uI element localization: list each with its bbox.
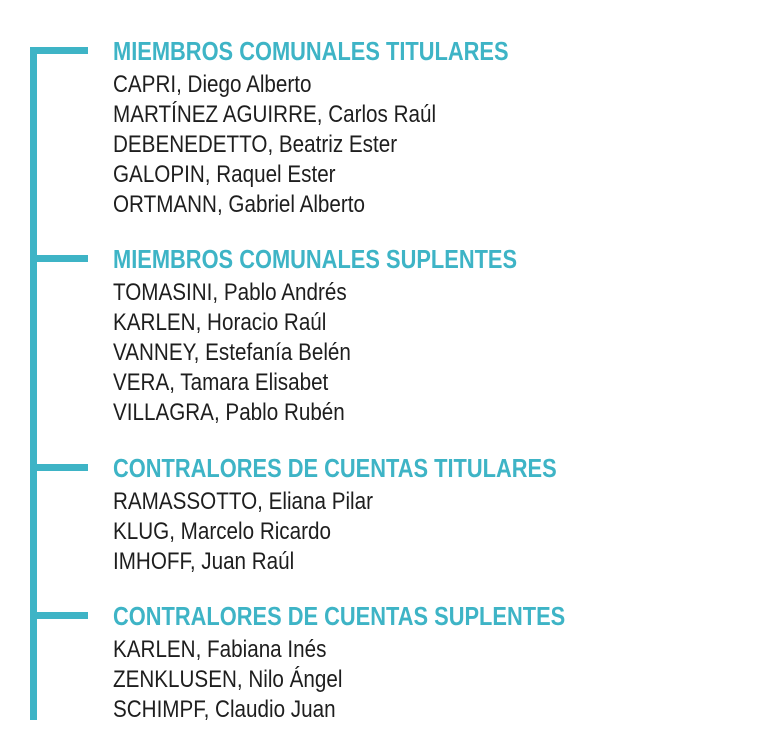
name-list <box>113 278 733 428</box>
member-name: CAPRI, Diego Alberto <box>113 71 312 98</box>
section-contralores-suplentes <box>113 601 733 725</box>
member-name: KARLEN, Horacio Raúl <box>113 309 327 336</box>
member-name: RAMASSOTTO, Eliana Pilar <box>113 488 373 515</box>
name-list <box>113 487 733 577</box>
member-name: ZENKLUSEN, Nilo Ángel <box>113 666 343 693</box>
member-name: VANNEY, Estefanía Belén <box>113 339 351 366</box>
member-name: ORTMANN, Gabriel Alberto <box>113 191 365 218</box>
section-contralores-titulares <box>113 453 733 577</box>
member-name: GALOPIN, Raquel Ester <box>113 161 336 188</box>
member-name: IMHOFF, Juan Raúl <box>113 548 295 575</box>
member-name: MARTÍNEZ AGUIRRE, Carlos Raúl <box>113 101 437 128</box>
section-heading: MIEMBROS COMUNALES TITULARES <box>113 36 509 66</box>
member-name: DEBENEDETTO, Beatriz Ester <box>113 131 398 158</box>
section-heading: CONTRALORES DE CUENTAS TITULARES <box>113 453 557 483</box>
name-list <box>113 635 733 725</box>
member-name: SCHIMPF, Claudio Juan <box>113 696 336 723</box>
member-name: VILLAGRA, Pablo Rubén <box>113 399 345 426</box>
section-miembros-titulares <box>113 36 733 220</box>
bracket-vertical-line <box>30 47 37 720</box>
member-name: KARLEN, Fabiana Inés <box>113 636 327 663</box>
member-name: TOMASINI, Pablo Andrés <box>113 279 347 306</box>
member-name: KLUG, Marcelo Ricardo <box>113 518 331 545</box>
bracket-tick-1 <box>30 47 88 54</box>
name-list <box>113 70 733 220</box>
bracket-tick-3 <box>30 464 88 471</box>
bracket-tick-4 <box>30 612 88 619</box>
section-heading: MIEMBROS COMUNALES SUPLENTES <box>113 244 518 274</box>
bracket-tick-2 <box>30 255 88 262</box>
section-heading: CONTRALORES DE CUENTAS SUPLENTES <box>113 601 566 631</box>
member-name: VERA, Tamara Elisabet <box>113 369 329 396</box>
section-miembros-suplentes <box>113 244 733 428</box>
